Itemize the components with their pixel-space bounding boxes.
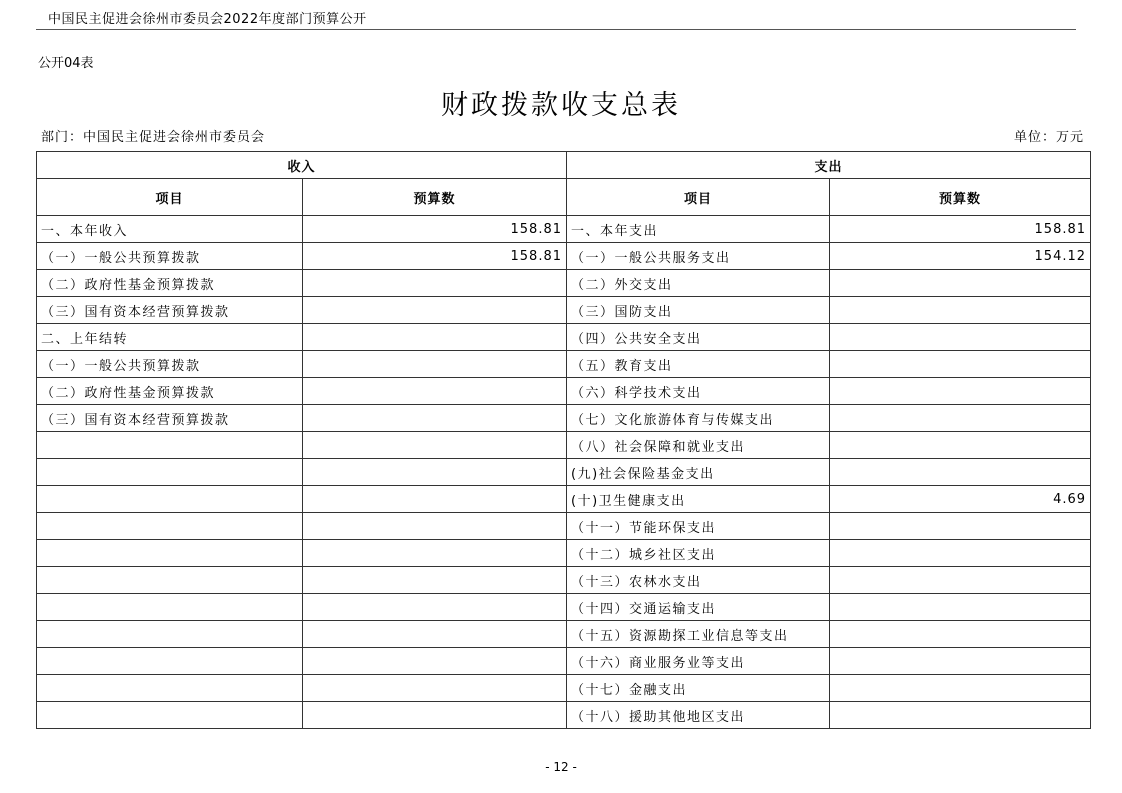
expense-item-cell: （十二）城乡社区支出 <box>567 540 830 567</box>
expense-item-column-header: 项目 <box>567 179 830 216</box>
page-title: 财政拨款收支总表 <box>441 90 681 121</box>
form-code: 公开04表 <box>38 56 94 71</box>
income-amount-cell <box>303 594 567 621</box>
expense-amount-cell <box>830 297 1091 324</box>
expense-amount-cell <box>830 594 1091 621</box>
expense-item-cell: （六）科学技术支出 <box>567 378 830 405</box>
income-item-cell: （一）一般公共预算拨款 <box>37 243 303 270</box>
expense-item-cell: （七）文化旅游体育与传媒支出 <box>567 405 830 432</box>
income-item-cell <box>37 621 303 648</box>
table-row <box>37 243 1091 270</box>
income-item-cell <box>37 567 303 594</box>
expense-item-cell: （五）教育支出 <box>567 351 830 378</box>
income-item-cell <box>37 486 303 513</box>
income-item-cell <box>37 513 303 540</box>
expense-item-cell: （十六）商业服务业等支出 <box>567 648 830 675</box>
income-amount-cell <box>303 459 567 486</box>
table-row <box>37 459 1091 486</box>
income-item-cell <box>37 648 303 675</box>
income-amount-cell <box>303 540 567 567</box>
income-item-cell <box>37 459 303 486</box>
expense-amount-cell <box>830 351 1091 378</box>
table-row <box>37 675 1091 702</box>
expense-item-cell: （十五）资源勘探工业信息等支出 <box>567 621 830 648</box>
expense-item-cell: 一、本年支出 <box>567 216 830 243</box>
income-amount-cell <box>303 270 567 297</box>
expense-amount-cell <box>830 459 1091 486</box>
income-amount-cell <box>303 675 567 702</box>
income-amount-cell <box>303 567 567 594</box>
income-item-cell: （二）政府性基金预算拨款 <box>37 270 303 297</box>
income-item-cell: （三）国有资本经营预算拨款 <box>37 405 303 432</box>
income-amount-cell <box>303 297 567 324</box>
table-row <box>37 297 1091 324</box>
expense-item-cell: （十八）援助其他地区支出 <box>567 702 830 729</box>
income-item-cell <box>37 675 303 702</box>
expense-amount-cell: 154.12 <box>830 243 1091 270</box>
expense-item-cell: （十一）节能环保支出 <box>567 513 830 540</box>
table-row <box>37 351 1091 378</box>
income-section-header: 收入 <box>37 152 567 179</box>
expense-amount-cell <box>830 324 1091 351</box>
income-amount-cell: 158.81 <box>303 216 567 243</box>
expense-budget-column-header: 预算数 <box>830 179 1091 216</box>
expense-section-header: 支出 <box>567 152 1091 179</box>
table-row <box>37 486 1091 513</box>
income-item-column-header: 项目 <box>37 179 303 216</box>
header-divider <box>36 29 1076 30</box>
expense-item-cell: （三）国防支出 <box>567 297 830 324</box>
table-row <box>37 621 1091 648</box>
income-amount-cell <box>303 648 567 675</box>
table-row <box>37 324 1091 351</box>
income-item-cell: （一）一般公共预算拨款 <box>37 351 303 378</box>
income-amount-cell <box>303 621 567 648</box>
expense-amount-cell: 158.81 <box>830 216 1091 243</box>
expense-amount-cell <box>830 432 1091 459</box>
expense-amount-cell <box>830 540 1091 567</box>
income-item-cell: （三）国有资本经营预算拨款 <box>37 297 303 324</box>
expense-item-cell: （八）社会保障和就业支出 <box>567 432 830 459</box>
running-header: 中国民主促进会徐州市委员会2022年度部门预算公开 <box>48 12 367 27</box>
income-amount-cell <box>303 513 567 540</box>
page-number: - 12 - <box>545 760 577 774</box>
table-row <box>37 216 1091 243</box>
income-amount-cell: 158.81 <box>303 243 567 270</box>
budget-table-body <box>37 216 1091 729</box>
expense-item-cell: （四）公共安全支出 <box>567 324 830 351</box>
expense-item-cell: （十七）金融支出 <box>567 675 830 702</box>
income-item-cell <box>37 432 303 459</box>
table-row <box>37 567 1091 594</box>
expense-amount-cell <box>830 702 1091 729</box>
income-item-cell <box>37 594 303 621</box>
income-amount-cell <box>303 324 567 351</box>
expense-amount-cell <box>830 405 1091 432</box>
expense-item-cell: (九)社会保险基金支出 <box>567 459 830 486</box>
budget-table <box>36 151 1091 729</box>
table-row <box>37 270 1091 297</box>
expense-amount-cell: 4.69 <box>830 486 1091 513</box>
expense-item-cell: （一）一般公共服务支出 <box>567 243 830 270</box>
table-row <box>37 594 1091 621</box>
expense-amount-cell <box>830 378 1091 405</box>
expense-amount-cell <box>830 648 1091 675</box>
income-item-cell: 二、上年结转 <box>37 324 303 351</box>
table-row <box>37 648 1091 675</box>
income-item-cell <box>37 702 303 729</box>
expense-item-cell: （二）外交支出 <box>567 270 830 297</box>
expense-amount-cell <box>830 621 1091 648</box>
income-budget-column-header: 预算数 <box>303 179 567 216</box>
table-row <box>37 378 1091 405</box>
unit-label: 单位：万元 <box>1013 130 1084 145</box>
income-amount-cell <box>303 405 567 432</box>
expense-item-cell: (十)卫生健康支出 <box>567 486 830 513</box>
income-amount-cell <box>303 432 567 459</box>
income-item-cell: （二）政府性基金预算拨款 <box>37 378 303 405</box>
table-row <box>37 405 1091 432</box>
expense-item-cell: （十四）交通运输支出 <box>567 594 830 621</box>
expense-item-cell: （十三）农林水支出 <box>567 567 830 594</box>
expense-amount-cell <box>830 567 1091 594</box>
table-row <box>37 513 1091 540</box>
expense-amount-cell <box>830 270 1091 297</box>
income-amount-cell <box>303 702 567 729</box>
table-row <box>37 702 1091 729</box>
table-row <box>37 432 1091 459</box>
income-item-cell: 一、本年收入 <box>37 216 303 243</box>
department-label: 部门：中国民主促进会徐州市委员会 <box>41 130 266 145</box>
income-item-cell <box>37 540 303 567</box>
expense-amount-cell <box>830 513 1091 540</box>
expense-amount-cell <box>830 675 1091 702</box>
income-amount-cell <box>303 486 567 513</box>
income-amount-cell <box>303 378 567 405</box>
income-amount-cell <box>303 351 567 378</box>
table-row <box>37 540 1091 567</box>
